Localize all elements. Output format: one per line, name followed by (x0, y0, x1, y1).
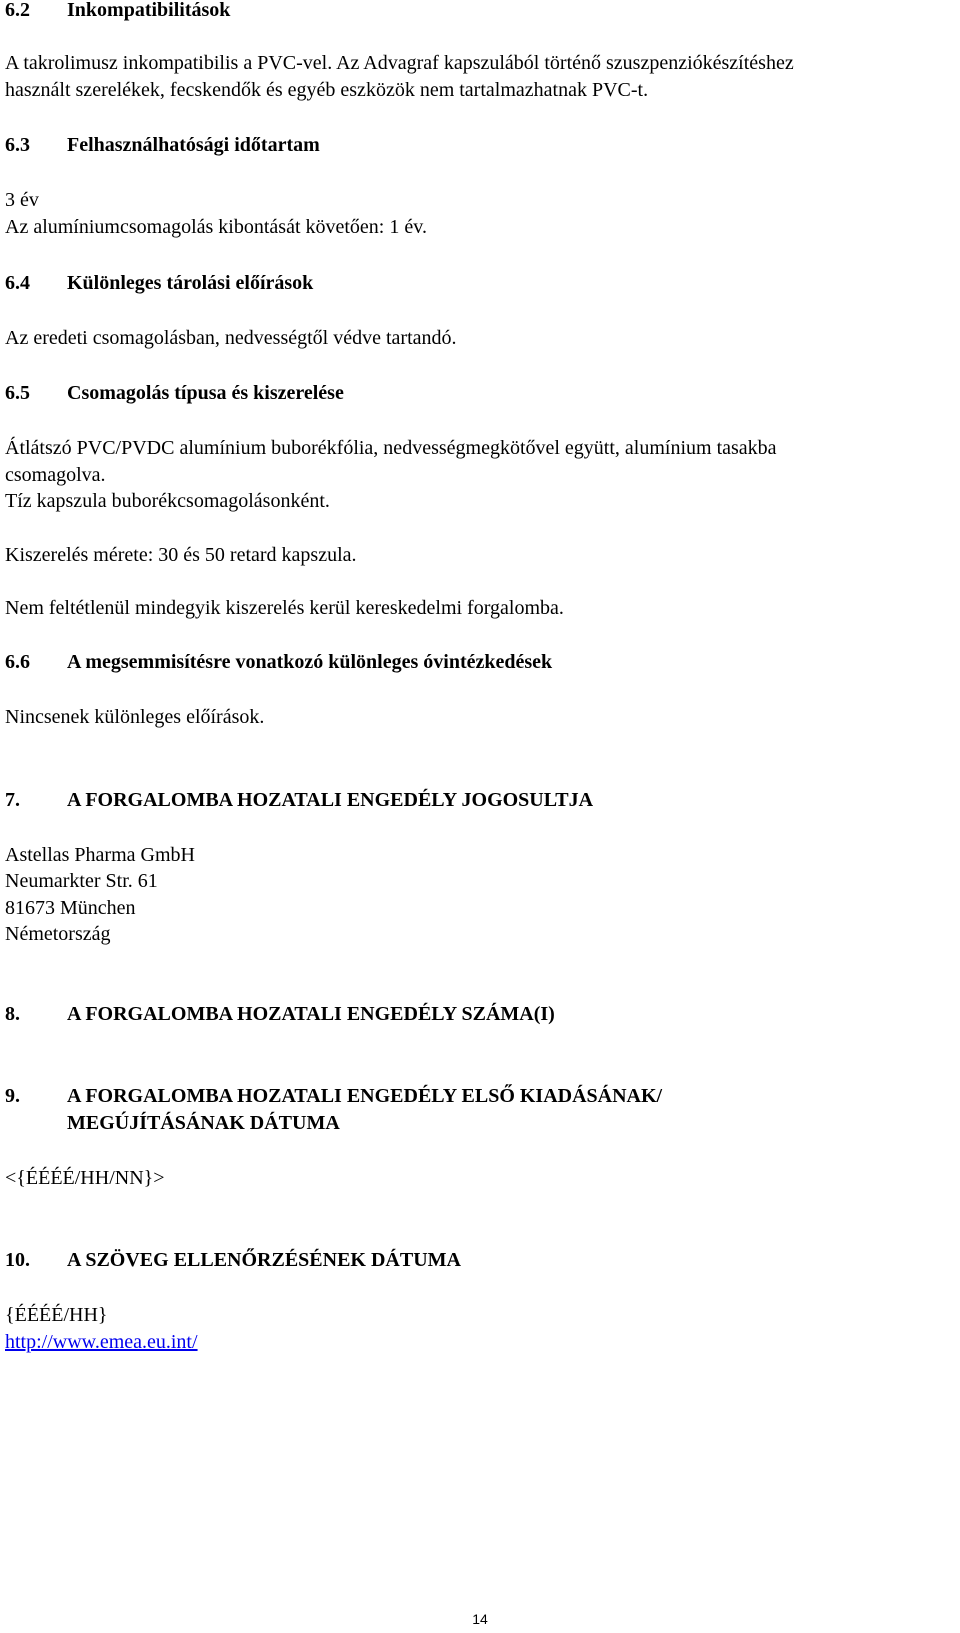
address-line: Neumarkter Str. 61 (5, 870, 158, 892)
section-number: 7. (5, 789, 20, 811)
section-title: Csomagolás típusa és kiszerelése (67, 382, 344, 404)
paragraph-line: Kiszerelés mérete: 30 és 50 retard kapszula. (5, 544, 357, 566)
section-title: A FORGALOMBA HOZATALI ENGEDÉLY JOGOSULTJA (67, 789, 594, 811)
paragraph-line: csomagolva. (5, 464, 106, 486)
paragraph-line: Az eredeti csomagolásban, nedvességtől védve tartandó. (5, 327, 457, 349)
heading-9-continuation (5, 1110, 340, 1136)
paragraph-line: Nem feltétlenül mindegyik kiszerelés kerül kereskedelmi forgalomba. (5, 597, 564, 619)
paragraph-line: Nincsenek különleges előírások. (5, 706, 265, 728)
section-number: 6.3 (5, 134, 30, 156)
address-line: Astellas Pharma GmbH (5, 844, 195, 866)
heading-6-6 (5, 649, 552, 675)
section-title: Különleges tárolási előírások (67, 272, 314, 294)
section-title: Inkompatibilitások (67, 0, 231, 21)
section-number: 9. (5, 1085, 20, 1107)
section-title: Felhasználhatósági időtartam (67, 134, 320, 156)
address-line: 81673 München (5, 897, 136, 919)
page-number: 14 (472, 1611, 488, 1627)
paragraph-line: 3 év (5, 189, 39, 211)
heading-9 (5, 1083, 662, 1109)
section-title: A SZÖVEG ELLENŐRZÉSÉNEK DÁTUMA (67, 1249, 461, 1271)
section-title: A megsemmisítésre vonatkozó különleges óvintézkedések (67, 651, 553, 673)
heading-7 (5, 787, 593, 813)
address-line: Németország (5, 923, 111, 945)
paragraph-line: használt szerelékek, fecskendők és egyéb eszközök nem tartalmazhatnak PVC-t. (5, 79, 649, 101)
section-number: 6.6 (5, 651, 30, 673)
section-number: 6.5 (5, 382, 30, 404)
paragraph-line: A takrolimusz inkompatibilis a PVC-vel. Az Advagraf kapszulából történő szuszpenziókészítéshez (5, 52, 794, 74)
heading-6-2 (5, 0, 230, 23)
heading-10 (5, 1247, 461, 1273)
heading-6-5 (5, 380, 344, 406)
heading-6-4 (5, 270, 313, 296)
date-placeholder: {ÉÉÉÉ/HH} (5, 1304, 108, 1326)
paragraph-line: Átlátszó PVC/PVDC alumínium buborékfólia, nedvességmegkötővel együtt, alumínium tasakba (5, 437, 777, 459)
section-title: A FORGALOMBA HOZATALI ENGEDÉLY SZÁMA(I) (67, 1003, 555, 1025)
heading-8 (5, 1001, 555, 1027)
section-number: 10. (5, 1249, 30, 1271)
date-placeholder: <{ÉÉÉÉ/HH/NN}> (5, 1167, 165, 1189)
heading-6-3 (5, 132, 320, 158)
section-number: 8. (5, 1003, 20, 1025)
section-title: A FORGALOMBA HOZATALI ENGEDÉLY ELSŐ KIADÁSÁNAK/ (67, 1085, 663, 1107)
paragraph-line: Az alumíniumcsomagolás kibontását követően: 1 év. (5, 216, 427, 238)
section-number: 6.2 (5, 0, 30, 21)
section-title: MEGÚJÍTÁSÁNAK DÁTUMA (67, 1112, 340, 1134)
paragraph-line: Tíz kapszula buborékcsomagolásonként. (5, 490, 330, 512)
section-number: 6.4 (5, 272, 30, 294)
emea-link[interactable]: http://www.emea.eu.int/ (5, 1331, 198, 1353)
